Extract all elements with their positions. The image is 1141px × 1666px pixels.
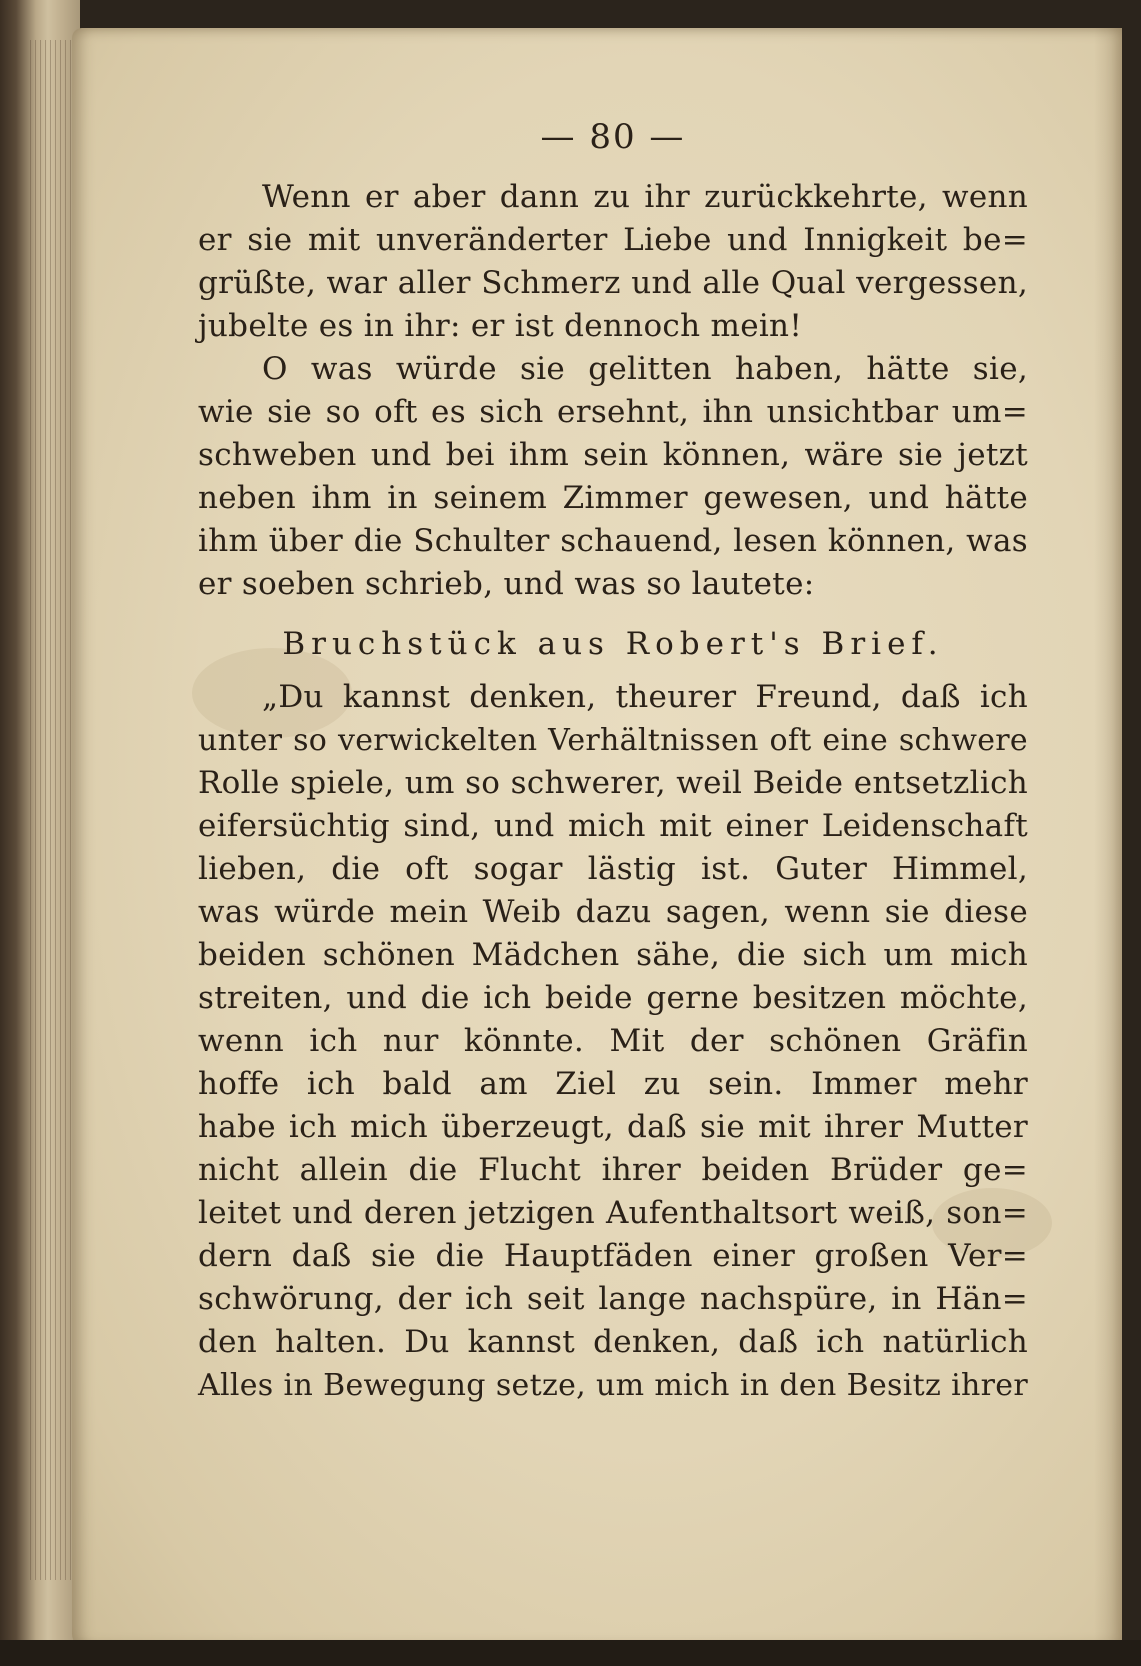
- text-line: habe ich mich überzeugt, daß sie mit ihrer Mutter: [198, 1109, 1028, 1145]
- paragraph-1: [198, 176, 1028, 348]
- text-line: grüßte, war aller Schmerz und alle Qual vergessen,: [198, 265, 1028, 301]
- text-line: jubelte es in ihr: er ist dennoch mein!: [198, 308, 803, 344]
- paragraph-2: [198, 348, 1028, 606]
- text-line: was würde mein Weib dazu sagen, wenn sie diese: [198, 894, 1028, 930]
- page-edges: [30, 40, 78, 1580]
- text-line: Alles in Bewegung setze, um mich in den Besitz ihrer: [198, 1368, 1028, 1403]
- text-line: eifersüchtig sind, und mich mit einer Leidenschaft: [198, 808, 1028, 844]
- text-line: hoffe ich bald am Ziel zu sein. Immer mehr: [198, 1066, 1028, 1102]
- text-line: wenn ich nur könnte. Mit der schönen Gräfin: [198, 1023, 1028, 1059]
- text-line: O was würde sie gelitten haben, hätte sie,: [262, 351, 1028, 387]
- page-text: [198, 112, 1028, 1407]
- text-line: wie sie so oft es sich ersehnt, ihn unsichtbar um=: [198, 394, 1028, 430]
- text-line: den halten. Du kannst denken, daß ich natürlich: [198, 1324, 1028, 1360]
- text-line: lieben, die oft sogar lästig ist. Guter Himmel,: [198, 851, 1028, 887]
- text-line: schwörung, der ich seit lange nachspüre, in Hän=: [198, 1281, 1028, 1317]
- text-line: unter so verwickelten Verhältnissen oft eine schwere: [198, 723, 1028, 758]
- page-fold-shadow: [1094, 28, 1122, 1648]
- page-number: — 80 —: [540, 117, 686, 157]
- book-spine-edge: [0, 0, 80, 1666]
- text-line: „Du kannst denken, theurer Freund, daß ich: [262, 679, 1028, 715]
- text-line: beiden schönen Mädchen sähe, die sich um mich: [198, 937, 1028, 973]
- text-line: dern daß sie die Hauptfäden einer großen Ver=: [198, 1238, 1028, 1274]
- text-line: nicht allein die Flucht ihrer beiden Brüder ge=: [198, 1152, 1028, 1188]
- text-line: leitet und deren jetzigen Aufenthaltsort weiß, son=: [198, 1195, 1028, 1231]
- paragraph-3: [198, 676, 1028, 1407]
- text-line: schweben und bei ihm sein können, wäre sie jetzt: [198, 437, 1028, 473]
- text-line: streiten, und die ich beide gerne besitzen möchte,: [198, 980, 1028, 1016]
- text-line: ihm über die Schulter schauend, lesen können, was: [198, 523, 1028, 559]
- text-line: er sie mit unveränderter Liebe und Innigkeit be=: [198, 222, 1028, 258]
- text-line: er soeben schrieb, und was so lautete:: [198, 566, 815, 602]
- text-line: Rolle spiele, um so schwerer, weil Beide entsetzlich: [198, 765, 1028, 801]
- text-line: Wenn er aber dann zu ihr zurückkehrte, wenn: [262, 179, 1028, 215]
- scan-bottom-border: [0, 1640, 1141, 1666]
- text-line: neben ihm in seinem Zimmer gewesen, und hätte: [198, 480, 1028, 516]
- section-heading: Bruchstück aus Robert's Brief.: [282, 626, 944, 662]
